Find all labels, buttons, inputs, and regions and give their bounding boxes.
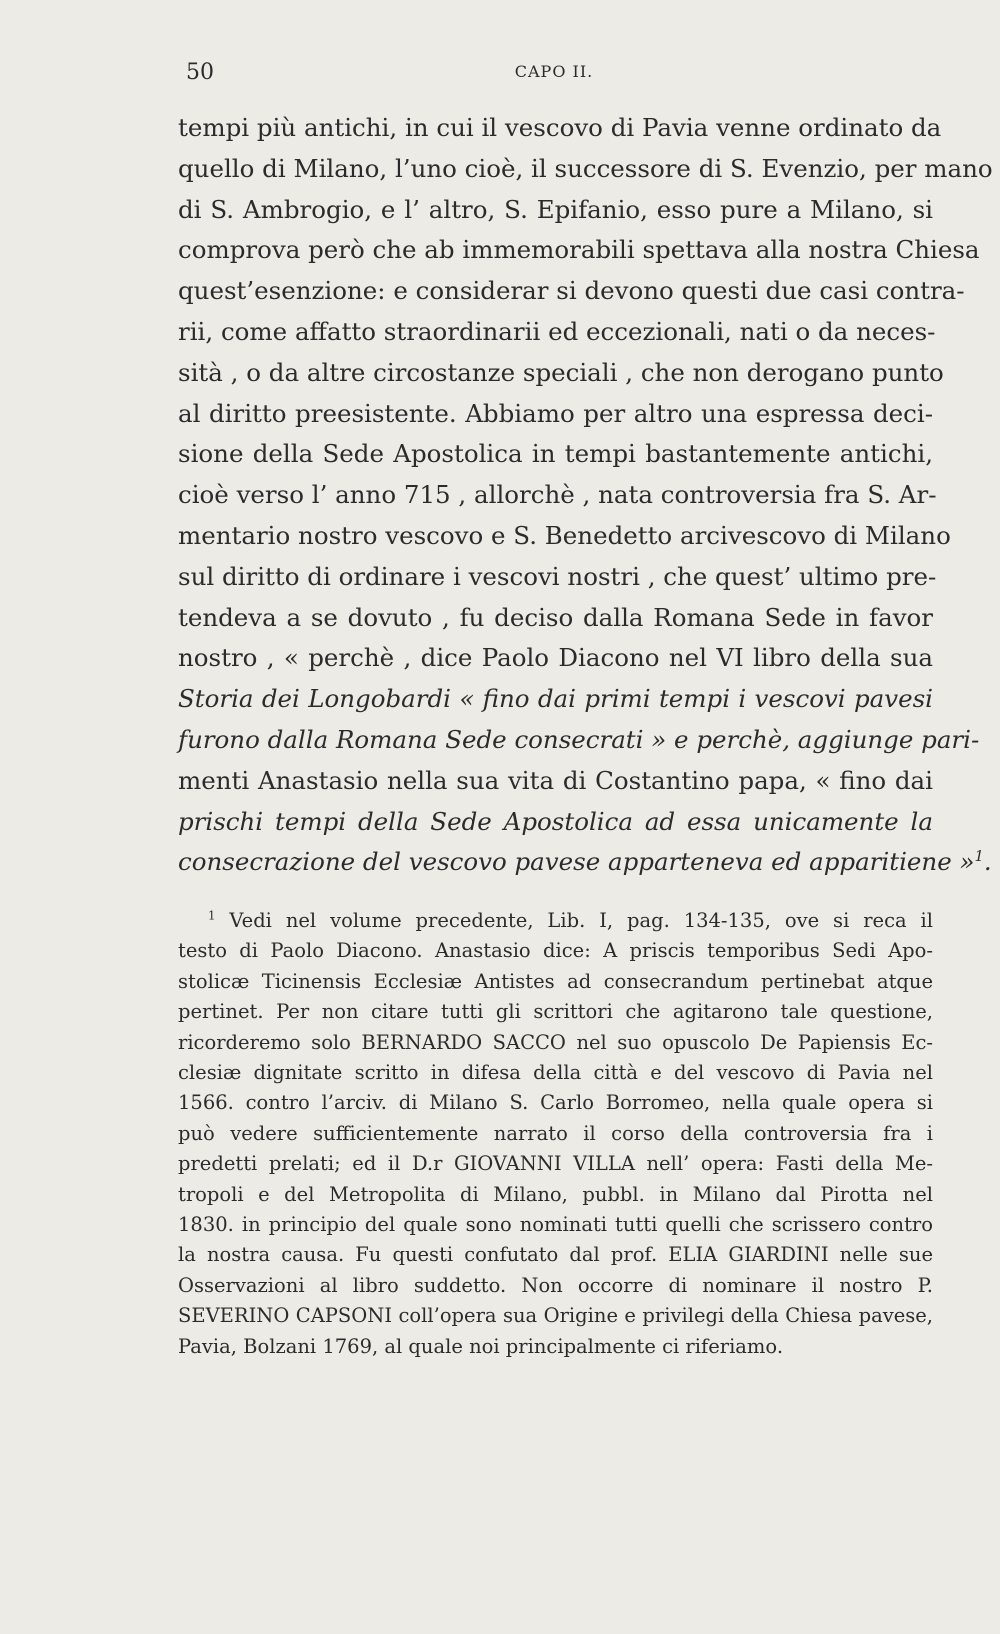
body-line: nostro , « perchè , dice Paolo Diacono nel VI libro della sua — [178, 643, 933, 673]
body-line: sione della Sede Apostolica in tempi bastantemente antichi, — [178, 439, 933, 469]
footnote-line: la nostra causa. Fu questi confutato dal prof. ELIA GIARDINI nelle sue — [178, 1243, 933, 1267]
body-line: quest’esenzione: e considerar si devono questi due casi contra- — [178, 276, 965, 306]
footnote-line: Pavia, Bolzani 1769, al quale noi principalmente ci riferiamo. — [178, 1334, 784, 1358]
footnote-line: SEVERINO CAPSONI coll’opera sua Origine e privilegi della Chiesa pavese, — [178, 1304, 933, 1328]
body-line: tendeva a se dovuto , fu deciso dalla Romana Sede in favor — [178, 602, 933, 632]
footnote-line — [178, 906, 933, 936]
body-line-last — [178, 842, 992, 883]
body-line-text: consecrazione del vescovo pavese apparteneva ed apparitiene » — [178, 847, 975, 877]
footnote-line: 1566. contro l’arciv. di Milano S. Carlo Borromeo, nella quale opera si — [178, 1091, 933, 1115]
footnote-line: tropoli e del Metropolita di Milano, pubbl. in Milano dal Pirotta nel — [178, 1182, 933, 1206]
body-line: mentario nostro vescovo e S. Benedetto arcivescovo di Milano — [178, 520, 951, 550]
body-line: sità , o da altre circostanze speciali , che non derogano punto — [178, 357, 944, 387]
footnote-ref: 1 — [974, 848, 984, 866]
page-number: 50 — [186, 60, 214, 85]
body-line: quello di Milano, l’uno cioè, il successore di S. Evenzio, per mano — [178, 153, 993, 183]
footnote — [178, 906, 933, 1362]
body-line: prischi tempi della Sede Apostolica ad essa unicamente la — [178, 806, 933, 836]
footnote-line: 1830. in principio del quale sono nominati tutti quelli che scrissero contro — [178, 1213, 933, 1237]
footnote-line: testo di Paolo Diacono. Anastasio dice: A priscis temporibus Sedi Apo- — [178, 939, 933, 963]
body-line: furono dalla Romana Sede consecrati » e perchè, aggiunge pari- — [178, 724, 980, 754]
footnote-line: ricorderemo solo BERNARDO SACCO nel suo opuscolo De Papiensis Ec- — [178, 1030, 933, 1054]
body-line-period: . — [983, 847, 992, 877]
running-head: CAPO II. — [514, 62, 594, 81]
page-header — [178, 60, 930, 90]
footnote-line: stolicæ Ticinensis Ecclesiæ Antistes ad consecrandum pertinebat atque — [178, 969, 933, 993]
body-line: sul diritto di ordinare i vescovi nostri , che quest’ ultimo pre- — [178, 561, 937, 591]
body-line: Storia dei Longobardi « fino dai primi tempi i vescovi pavesi — [178, 684, 933, 714]
body-line: cioè verso l’ anno 715 , allorchè , nata controversia fra S. Ar- — [178, 480, 937, 510]
body-line: di S. Ambrogio, e l’ altro, S. Epifanio, esso pure a Milano, si — [178, 194, 933, 224]
body-line: comprova però che ab immemorabili spettava alla nostra Chiesa — [178, 235, 980, 265]
footnote-line: pertinet. Per non citare tutti gli scrittori che agitarono tale questione, — [178, 1000, 933, 1024]
body-line: menti Anastasio nella sua vita di Costantino papa, « fino dai — [178, 765, 933, 795]
footnote-line: predetti prelati; ed il D.r GIOVANNI VILLA nell’ opera: Fasti della Me- — [178, 1152, 933, 1176]
footnote-line: può vedere sufficientemente narrato il corso della controversia fra i — [178, 1121, 933, 1145]
body-text — [178, 108, 993, 883]
body-line: tempi più antichi, in cui il vescovo di Pavia venne ordinato da — [178, 113, 942, 142]
footnote-line: clesiæ dignitate scritto in difesa della città e del vescovo di Pavia nel — [178, 1061, 933, 1085]
body-line: rii, come affatto straordinarii ed eccezionali, nati o da neces- — [178, 316, 936, 346]
footnote-text: Vedi nel volume precedente, Lib. I, pag. 134-135, ove si reca il — [229, 909, 933, 932]
body-line: al diritto preesistente. Abbiamo per altro una espressa deci- — [178, 398, 933, 428]
footnote-marker: 1 — [208, 908, 216, 923]
footnote-line: Osservazioni al libro suddetto. Non occorre di nominare il nostro P. — [178, 1273, 933, 1297]
